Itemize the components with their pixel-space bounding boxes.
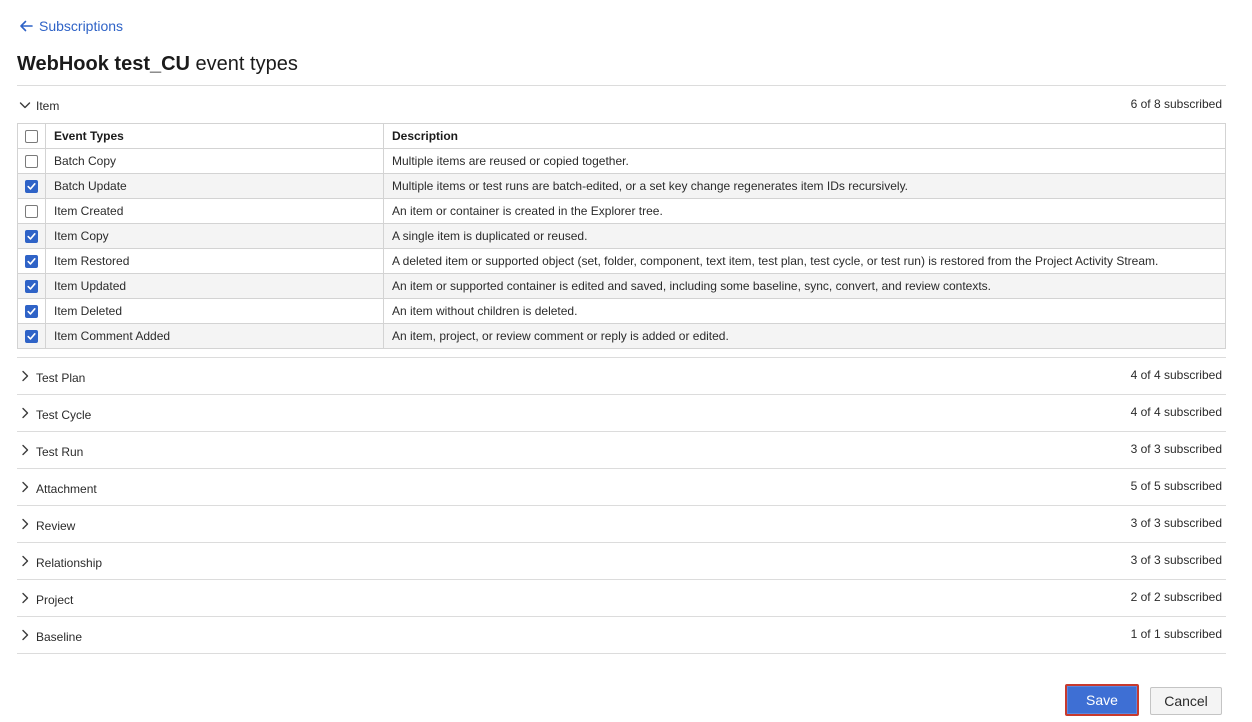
section-item (17, 86, 1226, 358)
event-checkbox-item-updated[interactable] (25, 280, 38, 293)
section-header-left (17, 516, 75, 533)
table-row (18, 224, 1226, 249)
section-header-review[interactable] (17, 506, 1226, 542)
chevron-right-icon[interactable] (17, 480, 36, 494)
page-title-suffix: event types (190, 53, 298, 75)
section-header-left (17, 405, 91, 422)
section-header-project[interactable] (17, 580, 1226, 616)
event-checkbox-item-comment-added[interactable] (25, 330, 38, 343)
page-title-webhook-name: WebHook test_CU (17, 53, 190, 75)
event-type-description: An item or container is created in the Explorer tree. (384, 199, 1226, 224)
section-header-test-cycle[interactable] (17, 395, 1226, 431)
event-checkbox-item-created[interactable] (25, 205, 38, 218)
chevron-right-icon[interactable] (17, 591, 36, 605)
section-title: Item (36, 99, 60, 113)
subscribed-count: 6 of 8 subscribed (1130, 96, 1222, 111)
subscribed-count: 1 of 1 subscribed (1130, 627, 1222, 641)
event-checkbox-batch-update[interactable] (25, 180, 38, 193)
row-checkbox-cell (18, 274, 46, 299)
chevron-right-icon[interactable] (17, 554, 36, 568)
column-header-description: Description (384, 124, 1226, 149)
section-title: Test Run (36, 444, 84, 459)
section-header-item[interactable] (17, 86, 1226, 123)
section-baseline (17, 617, 1226, 654)
cancel-button[interactable]: Cancel (1150, 687, 1222, 715)
row-checkbox-cell (18, 199, 46, 224)
section-header-left (17, 368, 85, 385)
chevron-right-icon[interactable] (17, 443, 36, 457)
subscribed-count: 4 of 4 subscribed (1130, 368, 1222, 382)
section-header-relationship[interactable] (17, 543, 1226, 579)
page-title (17, 53, 298, 76)
section-header-test-plan[interactable] (17, 358, 1226, 394)
section-title: Test Plan (36, 370, 86, 385)
event-type-sections (17, 85, 1226, 654)
event-type-description: A deleted item or supported object (set, folder, component, text item, test plan, test cycle, or test run) is restored from the Project Activity Stream. (384, 249, 1226, 274)
event-type-description: An item, project, or review comment or reply is added or edited. (384, 324, 1226, 349)
save-button[interactable]: Save (1065, 684, 1139, 716)
event-type-name: Item Deleted (46, 299, 384, 324)
column-header-event-types: Event Types (46, 124, 384, 149)
event-type-description: Multiple items are reused or copied together. (384, 149, 1226, 174)
event-table-wrap (17, 123, 1226, 357)
row-checkbox-cell (18, 174, 46, 199)
section-header-test-run[interactable] (17, 432, 1226, 468)
event-type-description: A single item is duplicated or reused. (384, 224, 1226, 249)
select-all-cell (18, 124, 46, 149)
section-header-left (17, 96, 59, 113)
event-checkbox-batch-copy[interactable] (25, 155, 38, 168)
table-row (18, 199, 1226, 224)
section-header-left (17, 590, 73, 607)
section-test-plan (17, 358, 1226, 395)
event-type-description: An item without children is deleted. (384, 299, 1226, 324)
section-test-cycle (17, 395, 1226, 432)
section-header-attachment[interactable] (17, 469, 1226, 505)
back-to-subscriptions-link[interactable] (19, 17, 123, 35)
section-title: Review (36, 518, 76, 533)
section-header-left (17, 553, 102, 570)
select-all-checkbox[interactable] (25, 130, 38, 143)
event-type-name: Item Comment Added (46, 324, 384, 349)
event-type-description: Multiple items or test runs are batch-edited, or a set key change regenerates item IDs recursively. (384, 174, 1226, 199)
subscribed-count: 3 of 3 subscribed (1130, 442, 1222, 456)
table-row (18, 299, 1226, 324)
chevron-right-icon[interactable] (17, 628, 36, 642)
section-relationship (17, 543, 1226, 580)
event-checkbox-item-copy[interactable] (25, 230, 38, 243)
chevron-down-icon[interactable] (17, 98, 36, 112)
table-header-row (18, 124, 1226, 149)
event-type-name: Batch Copy (46, 149, 384, 174)
section-header-baseline[interactable] (17, 617, 1226, 653)
event-checkbox-item-restored[interactable] (25, 255, 38, 268)
section-review (17, 506, 1226, 543)
table-row (18, 324, 1226, 349)
section-attachment (17, 469, 1226, 506)
section-header-left (17, 479, 97, 496)
table-row (18, 249, 1226, 274)
row-checkbox-cell (18, 249, 46, 274)
section-project (17, 580, 1226, 617)
row-checkbox-cell (18, 299, 46, 324)
chevron-right-icon[interactable] (17, 517, 36, 531)
event-checkbox-item-deleted[interactable] (25, 305, 38, 318)
subscribed-count: 5 of 5 subscribed (1130, 479, 1222, 493)
event-types-table (17, 123, 1226, 349)
event-type-description: An item or supported container is edited and saved, including some baseline, sync, convert, and review contexts. (384, 274, 1226, 299)
chevron-right-icon[interactable] (17, 406, 36, 420)
subscribed-count: 4 of 4 subscribed (1130, 405, 1222, 419)
event-type-name: Item Updated (46, 274, 384, 299)
event-type-name: Item Restored (46, 249, 384, 274)
subscribed-count: 2 of 2 subscribed (1130, 590, 1222, 604)
section-title: Attachment (36, 481, 97, 496)
back-link-label: Subscriptions (39, 18, 124, 34)
section-test-run (17, 432, 1226, 469)
section-header-left (17, 627, 82, 644)
table-row (18, 149, 1226, 174)
row-checkbox-cell (18, 224, 46, 249)
section-title: Baseline (36, 629, 83, 644)
section-header-left (17, 442, 83, 459)
chevron-right-icon[interactable] (17, 369, 36, 383)
arrow-left-icon (19, 20, 33, 32)
section-title: Relationship (36, 555, 103, 570)
table-row (18, 274, 1226, 299)
subscribed-count: 3 of 3 subscribed (1130, 516, 1222, 530)
section-title: Test Cycle (36, 407, 92, 422)
event-type-name: Batch Update (46, 174, 384, 199)
subscribed-count: 3 of 3 subscribed (1130, 553, 1222, 567)
section-title: Project (36, 592, 74, 607)
event-type-name: Item Created (46, 199, 384, 224)
row-checkbox-cell (18, 324, 46, 349)
event-type-name: Item Copy (46, 224, 384, 249)
row-checkbox-cell (18, 149, 46, 174)
table-row (18, 174, 1226, 199)
